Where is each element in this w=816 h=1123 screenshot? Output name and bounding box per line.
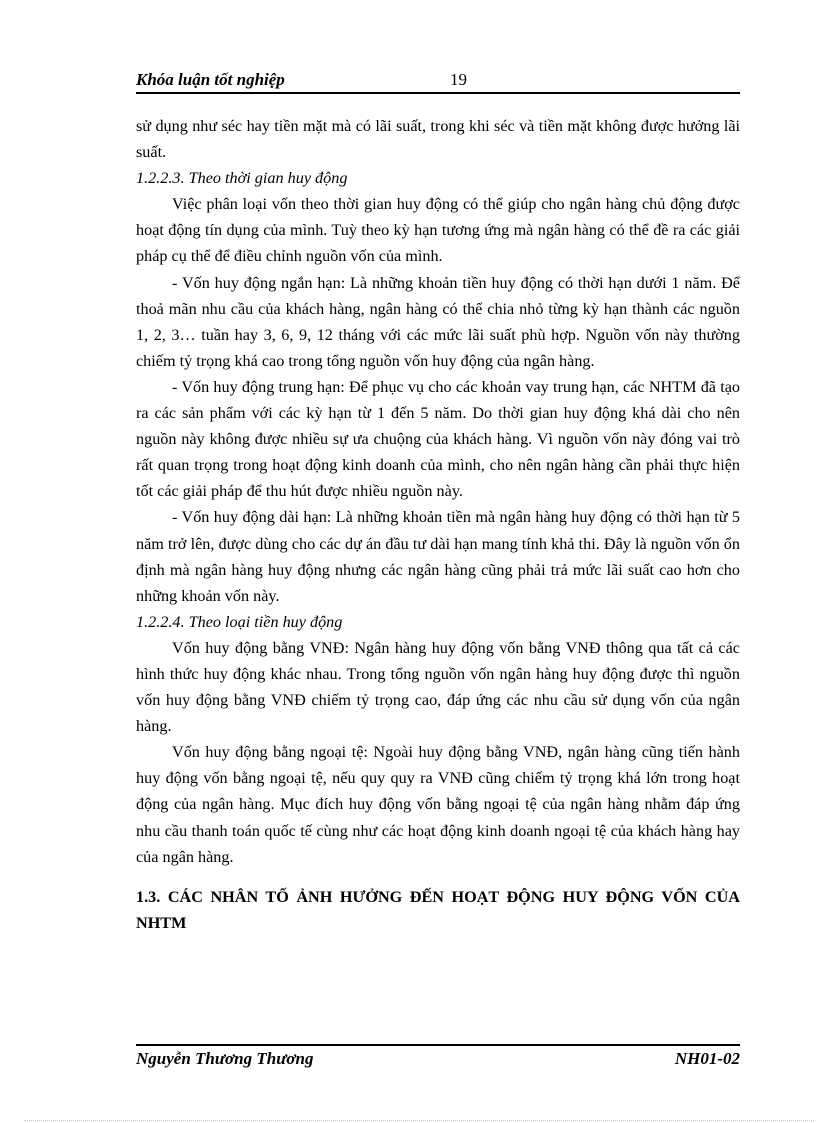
page-content [136,113,740,936]
page-edge-divider [24,1120,814,1121]
paragraph-vnd: Vốn huy động bằng VNĐ: Ngân hàng huy động vốn bằng VNĐ thông qua tất cả các hình thức huy động khác nhau. Trong tổng nguồn vốn ngân hàng huy động được thì nguồn vốn huy động bằng VNĐ chiếm tỷ trọng cao, đáp ứng các nhu cầu sử dụng vốn của ngân hàng. [136,638,740,736]
subheading-time: 1.2.2.3. Theo thời gian huy động [136,169,348,188]
paragraph-short-term: - Vốn huy động ngắn hạn: Là những khoản tiền huy động có thời hạn dưới 1 năm. Để thoả mãn nhu cầu của khách hàng, ngân hàng có thể chia nhỏ từng kỳ hạn thành các nguồn 1, 2, 3… tuần hay 3, 6, 9, 12 tháng với các mức lãi suất phù hợp. Nguồn vốn này thường chiếm tỷ trọng khá cao trong tổng nguồn vốn huy động của ngân hàng. [136,273,740,370]
paragraph-foreign-currency: Vốn huy động bằng ngoại tệ: Ngoài huy động bằng VNĐ, ngân hàng cũng tiến hành huy động vốn bằng ngoại tệ, nếu quy quy ra VNĐ cũng chiếm tỷ trọng khá lớn trong hoạt động của ngân hàng. Mục đích huy động vốn bằng ngoại tệ của ngân hàng nhằm đáp ứng nhu cầu thanh toán quốc tế cùng như các hoạt động kinh doanh ngoại tệ của khách hàng hay của ngân hàng. [136,743,740,866]
page-footer [136,1044,740,1069]
paragraph-medium-term: - Vốn huy động trung hạn: Để phục vụ cho các khoản vay trung hạn, các NHTM đã tạo ra các sản phẩm với các kỳ hạn từ 1 đến 5 năm. Do thời gian huy động khá dài cho nên nguồn này không được nhiều sự ưa chuộng của khách hàng. Vì nguồn vốn này đóng vai trò rất quan trọng trong hoạt động kinh doanh của mình, cho nên ngân hàng cần phải thực hiện tốt các giải pháp để thu hút được nhiều nguồn này. [136,377,740,501]
paragraph-continued: sử dụng như séc hay tiền mặt mà có lãi suất, trong khi séc và tiền mặt không được hưởng lãi suất. [136,117,740,162]
section-heading: 1.3. CÁC NHÂN TỐ ẢNH HƯỞNG ĐẾN HOẠT ĐỘNG HUY ĐỘNG VỐN CỦA NHTM [136,887,740,932]
header-title: Khóa luận tốt nghiệp [136,70,285,89]
footer-author: Nguyễn Thương Thương [136,1049,314,1068]
paragraph-long-term: - Vốn huy động dài hạn: Là những khoản tiền mà ngân hàng huy động có thời hạn từ 5 năm trở lên, được dùng cho các dự án đầu tư dài hạn mang tính khả thi. Đây là nguồn vốn ổn định mà ngân hàng huy động nhưng các ngân hàng cũng phải trả mức lãi suất cao hơn cho những khoản vốn này. [136,508,740,605]
page-number: 19 [450,70,467,89]
page-header [136,70,740,94]
paragraph-time-intro: Việc phân loại vốn theo thời gian huy động có thể giúp cho ngân hàng chủ động được hoạt động tín dụng của mình. Tuỳ theo kỳ hạn tương ứng mà ngân hàng có thể đề ra các giải pháp cụ thể để điều chỉnh nguồn vốn của mình. [136,195,740,266]
subheading-currency: 1.2.2.4. Theo loại tiền huy động [136,612,343,631]
footer-code: NH01-02 [674,1049,740,1068]
